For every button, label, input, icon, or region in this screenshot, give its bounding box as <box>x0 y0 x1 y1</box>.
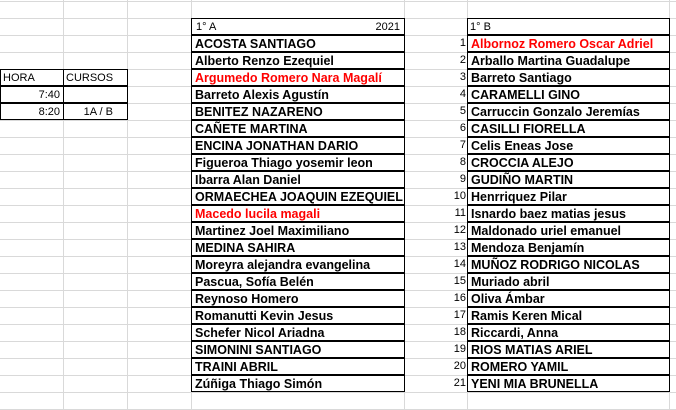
student-row[interactable]: ORMAECHEA JOAQUIN EZEQUIEL <box>191 188 405 205</box>
student-row[interactable]: Oliva Ámbar <box>467 290 670 307</box>
schedule-hora-cell[interactable]: 8:20 <box>0 103 64 120</box>
student-row[interactable]: Celis Eneas Jose <box>467 137 670 154</box>
schedule-hora-cell[interactable]: 7:40 <box>0 86 64 103</box>
row-number: 10 <box>453 190 466 202</box>
grid-line <box>0 392 676 393</box>
student-row[interactable]: Figueroa Thiago yosemir leon <box>191 154 405 171</box>
row-number: 1 <box>459 37 466 49</box>
student-row[interactable]: Albornoz Romero Oscar Adriel <box>467 35 670 52</box>
student-row[interactable]: Barreto Alexis Agustín <box>191 86 405 103</box>
row-number: 4 <box>459 88 466 100</box>
student-row[interactable]: Romanutti Kevin Jesus <box>191 307 405 324</box>
class-a-header[interactable] <box>191 18 405 35</box>
row-number: 8 <box>459 156 466 168</box>
student-row[interactable]: Alberto Renzo Ezequiel <box>191 52 405 69</box>
class-a-year: 2021 <box>375 21 400 33</box>
student-row[interactable]: Ramis Keren Mical <box>467 307 670 324</box>
student-row[interactable]: ENCINA JONATHAN DARIO <box>191 137 405 154</box>
student-row[interactable]: Zúñiga Thiago Simón <box>191 375 405 392</box>
class-a-title: 1° A <box>196 21 217 33</box>
row-number: 5 <box>459 105 466 117</box>
row-number: 19 <box>453 343 466 355</box>
student-row[interactable]: RIOS MATIAS ARIEL <box>467 341 670 358</box>
student-row[interactable]: SIMONINI SANTIAGO <box>191 341 405 358</box>
student-row[interactable]: ACOSTA SANTIAGO <box>191 35 405 52</box>
schedule-curso-cell[interactable]: 1A / B <box>63 103 128 120</box>
student-row[interactable]: Maldonado uriel emanuel <box>467 222 670 239</box>
row-number: 11 <box>454 207 466 219</box>
row-number: 12 <box>453 224 466 236</box>
student-row[interactable]: Reynoso Homero <box>191 290 405 307</box>
student-row[interactable]: ROMERO YAMIL <box>467 358 670 375</box>
row-number: 16 <box>453 292 466 304</box>
student-row[interactable]: BENITEZ NAZARENO <box>191 103 405 120</box>
student-row[interactable]: Isnardo baez matias jesus <box>467 205 670 222</box>
student-row[interactable]: Henrriquez Pilar <box>467 188 670 205</box>
schedule-header-hora[interactable]: HORA <box>0 69 64 86</box>
student-row[interactable]: Moreyra alejandra evangelina <box>191 256 405 273</box>
class-b-header[interactable]: 1° B <box>467 18 670 35</box>
student-row[interactable]: TRAINI ABRIL <box>191 358 405 375</box>
grid-line <box>0 1 676 2</box>
row-number: 15 <box>453 275 466 287</box>
student-row[interactable]: GUDIÑO MARTIN <box>467 171 670 188</box>
row-number: 9 <box>459 173 466 185</box>
row-number: 17 <box>453 309 466 321</box>
schedule-header-cursos[interactable]: CURSOS <box>63 69 128 86</box>
row-number: 7 <box>459 139 466 151</box>
student-row[interactable]: CASILLI FIORELLA <box>467 120 670 137</box>
student-row[interactable]: MUÑOZ RODRIGO NICOLAS <box>467 256 670 273</box>
student-row[interactable]: MEDINA SAHIRA <box>191 239 405 256</box>
student-row[interactable]: Martinez Joel Maximiliano <box>191 222 405 239</box>
row-number: 3 <box>459 71 466 83</box>
student-row[interactable]: YENI MIA BRUNELLA <box>467 375 670 392</box>
student-row[interactable]: Schefer Nicol Ariadna <box>191 324 405 341</box>
student-row[interactable]: Riccardi, Anna <box>467 324 670 341</box>
student-row[interactable]: Arballo Martina Guadalupe <box>467 52 670 69</box>
row-number: 13 <box>453 241 466 253</box>
row-number: 21 <box>453 377 466 389</box>
schedule-curso-cell[interactable] <box>63 86 128 103</box>
student-row[interactable]: Pascua, Sofía Belén <box>191 273 405 290</box>
row-number: 6 <box>459 122 466 134</box>
student-row[interactable]: Carruccin Gonzalo Jeremías <box>467 103 670 120</box>
student-row[interactable]: Mendoza Benjamín <box>467 239 670 256</box>
student-row[interactable]: CAÑETE MARTINA <box>191 120 405 137</box>
row-number: 2 <box>459 54 466 66</box>
student-row[interactable]: CARAMELLI GINO <box>467 86 670 103</box>
student-row[interactable]: CROCCIA ALEJO <box>467 154 670 171</box>
student-row[interactable]: Barreto Santiago <box>467 69 670 86</box>
row-number: 14 <box>453 258 466 270</box>
row-number: 18 <box>453 326 466 338</box>
student-row[interactable]: Ibarra Alan Daniel <box>191 171 405 188</box>
student-row[interactable]: Macedo lucila magali <box>191 205 405 222</box>
row-number: 20 <box>453 360 466 372</box>
student-row[interactable]: Muriado abril <box>467 273 670 290</box>
student-row[interactable]: Argumedo Romero Nara Magalí <box>191 69 405 86</box>
